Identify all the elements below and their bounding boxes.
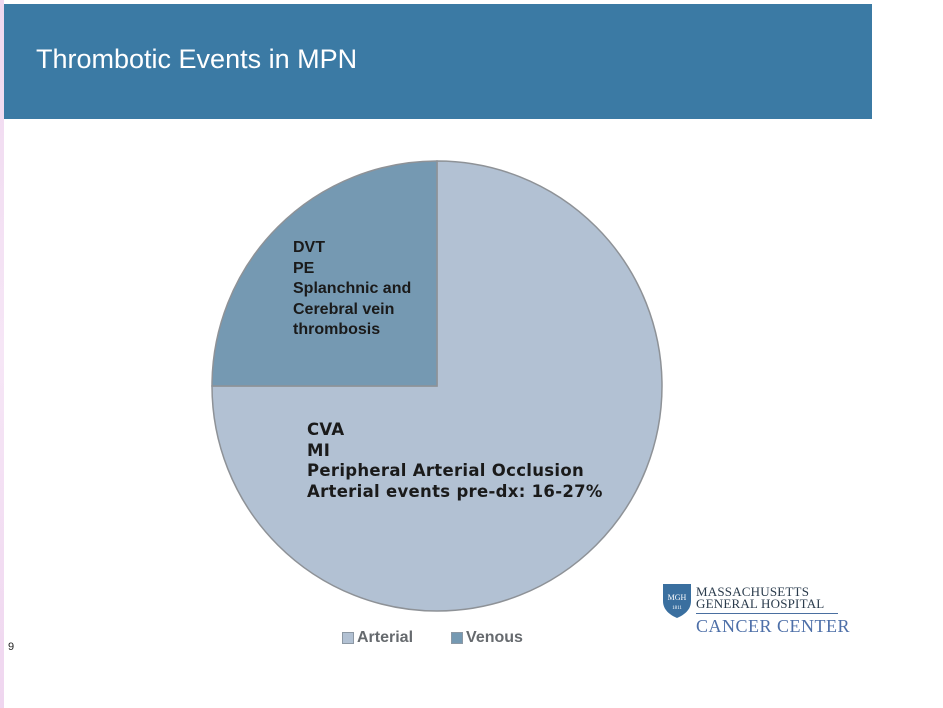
logo-line-massachusetts: MASSACHUSETTS	[696, 584, 810, 599]
slide-title: Thrombotic Events in MPN	[36, 44, 358, 74]
logo-line-general-hospital: GENERAL HOSPITAL	[696, 596, 825, 611]
legend-item-venous	[451, 629, 523, 647]
venous-label-pe: PE	[293, 259, 315, 277]
arterial-label-cva: CVA	[307, 420, 345, 439]
shield-text: MGH	[667, 593, 687, 602]
venous-label-dvt: DVT	[293, 239, 325, 256]
chart-legend	[342, 629, 523, 647]
venous-slice-labels	[293, 238, 411, 341]
logo-line-cancer-center: CANCER CENTER	[696, 616, 851, 636]
logo-divider	[696, 613, 838, 614]
legend-swatch-arterial	[342, 632, 354, 644]
legend-label-venous: Venous	[466, 629, 523, 646]
legend-item-arterial	[342, 629, 413, 647]
legend-label-arterial: Arterial	[357, 629, 414, 646]
arterial-slice-labels	[307, 420, 603, 502]
venous-label-splanchnic: Splanchnic and	[293, 280, 412, 297]
arterial-label-peripheral: Peripheral Arterial Occlusion	[307, 461, 585, 480]
arterial-label-mi: MI	[307, 440, 331, 460]
venous-label-cerebral: Cerebral vein	[293, 300, 395, 318]
venous-label-thrombosis: thrombosis	[293, 321, 381, 338]
arterial-label-predx: Arterial events pre-dx: 16-27%	[307, 481, 603, 501]
shield-year: 1811	[672, 606, 682, 611]
mgh-shield-icon	[662, 583, 692, 619]
slide-number: 9	[8, 641, 15, 653]
legend-swatch-venous	[451, 632, 463, 644]
